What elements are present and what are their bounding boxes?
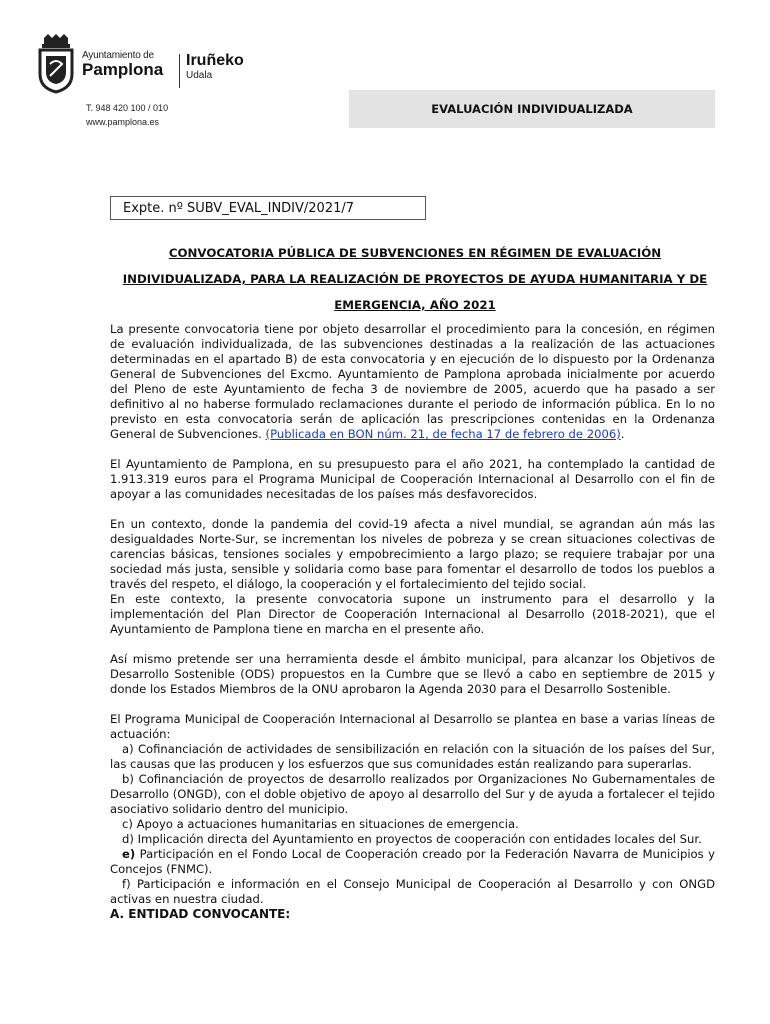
logo-divider [179,54,180,88]
list-item: d) Implicación directa del Ayuntamiento en proyectos de cooperación con entidades locales del Sur. [122,832,702,846]
list-item: c) Apoyo a actuaciones humanitarias en situaciones de emergencia. [122,817,519,831]
document-body [110,322,715,922]
bon-link[interactable]: (Publicada en BON núm. 21, de fecha 17 de febrero de 2006) [265,427,621,441]
section-heading: A. ENTIDAD CONVOCANTE: [110,907,291,921]
paragraph-4: En este contexto, la presente convocatoria supone un instrumento para el desarrollo y la implementación del Plan Director de Cooperación Internacional al Desarrollo (2018-2021), que el Ayuntamiento de Pamplona tiene en marcha en el presente año. [110,592,715,636]
paragraph-6: El Programa Municipal de Cooperación Internacional al Desarrollo se plantea en base a varias líneas de actuación: [110,712,715,741]
coat-of-arms-icon [36,34,76,94]
document-title: CONVOCATORIA PÚBLICA DE SUBVENCIONES EN RÉGIMEN DE EVALUACIÓN INDIVIDUALIZADA, PARA LA REALIZACIÓN DE PROYECTOS DE AYUDA HUMANITARIA Y DE EMERGENCIA, AÑO 2021 [122,246,708,312]
phone: T. 948 420 100 / 010 [86,103,169,113]
expediente-box: Expte. nº SUBV_EVAL_INDIV/2021/7 [110,196,426,220]
logo-line1: Ayuntamiento de [82,50,154,61]
contact-info [86,101,168,129]
website: www.pamplona.es [86,117,160,127]
paragraph-1: La presente convocatoria tiene por objeto desarrollar el procedimiento para la concesión, en régimen de evaluación individualizada, de las subvenciones destinadas a la realización de las actuaciones determinadas en el apartado B) de esta convocatoria y en ejecución de lo dispuesto por la Ordenanza General de Subvenciones del Excmo. Ayuntamiento de Pamplona aprobada inicialmente por acuerdo del Pleno de este Ayuntamiento de fecha 3 de noviembre de 2005, acuerdo que ha pasado a ser definitivo al no haberse formulado reclamaciones durante el periodo de información pública. En lo no previsto en esta convocatoria serán de aplicación las prescripciones contenidas en la Ordenanza General de Subvenciones. (Publicada en BON núm. 21, de fecha 17 de febrero de 2006). [110,322,715,441]
list-item: a) Cofinanciación de actividades de sensibilización en relación con la situación de los países del Sur, las causas que las producen y los esfuerzos que sus comunidades están realizando para superarlas. [110,742,715,771]
list-item: e) Participación en el Fondo Local de Cooperación creado por la Federación Navarra de Municipios y Concejos (FNMC). [110,847,716,876]
paragraph-2: El Ayuntamiento de Pamplona, en su presupuesto para el año 2021, ha contemplado la cantidad de 1.913.319 euros para el Programa Municipal de Cooperación Internacional al Desarrollo con el fin de apoyar a las comunidades necesitadas de los países más desfavorecidos. [110,457,715,501]
paragraph-5: Así mismo pretende ser una herramienta desde el ámbito municipal, para alcanzar los Objetivos de Desarrollo Sostenible (ODS) propuestos en la Cumbre que se llevó a cabo en septiembre de 2015 y donde los Estados Miembros de la ONU aprobaron la Agenda 2030 para el Desarrollo Sostenible. [110,652,715,696]
logo [36,34,266,100]
logo-line2: Pamplona [82,60,164,79]
logo-basque2: Udala [186,70,213,81]
list-item: f) Participación e información en el Consejo Municipal de Cooperación al Desarrollo y con ONGD activas en nuestra ciudad. [110,877,716,906]
paragraph-3: En un contexto, donde la pandemia del covid-19 afecta a nivel mundial, se agrandan aún más las desigualdades Norte-Sur, se incrementan los niveles de pobreza y se crean situaciones colectivas de carencias básicas, tensiones sociales y empobrecimiento a largo plazo; se requiere trabajar por una sociedad más justa, sensible y solidaria como base para fomentar el desarrollo de todos los pueblos a través del respeto, el diálogo, la cooperación y el fortalecimiento del tejido social. [110,517,715,591]
logo-basque1: Iruñeko [186,52,244,69]
list-item: b) Cofinanciación de proyectos de desarrollo realizados por Organizaciones No Gubernamentales de Desarrollo (ONGD), con el doble objetivo de apoyo al desarrollo del Sur y de ayuda a fortalecer el tejido asociativo solidario dentro del municipio. [110,772,715,816]
evaluation-label: EVALUACIÓN INDIVIDUALIZADA [349,90,715,128]
